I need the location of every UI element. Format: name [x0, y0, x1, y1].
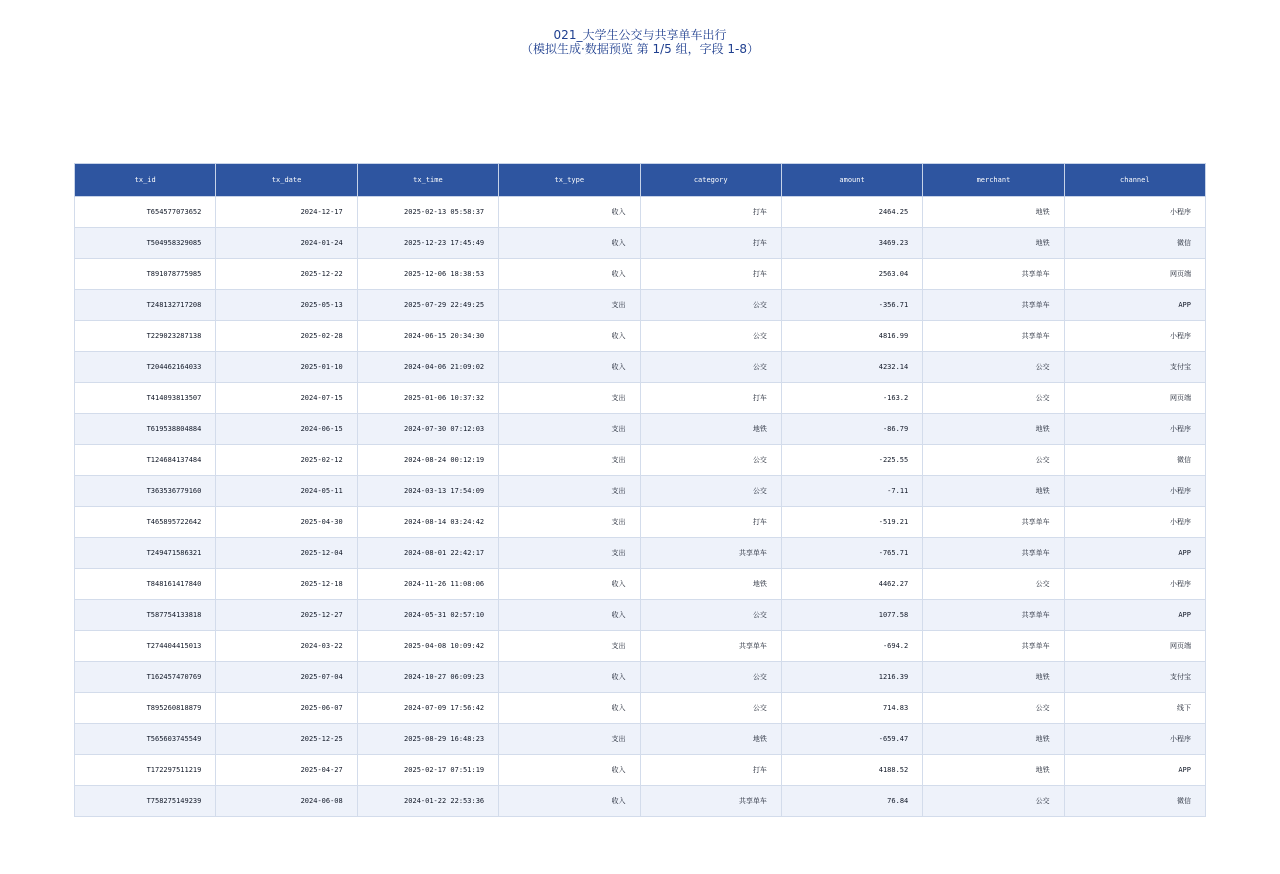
column-header-tx-date: tx_date	[216, 164, 357, 197]
cell-tx-date: 2025-02-28	[216, 321, 357, 352]
cell-merchant: 地铁	[923, 197, 1064, 228]
cell-amount: 1077.58	[781, 600, 922, 631]
table-row	[75, 786, 1206, 817]
data-preview-table	[74, 163, 1206, 817]
cell-tx-time: 2024-10-27 06:09:23	[357, 662, 498, 693]
cell-tx-id: T204462164033	[75, 352, 216, 383]
cell-tx-time: 2024-03-13 17:54:09	[357, 476, 498, 507]
cell-tx-date: 2025-06-07	[216, 693, 357, 724]
column-header-tx-type: tx_type	[499, 164, 640, 197]
cell-tx-id: T654577073652	[75, 197, 216, 228]
cell-tx-date: 2024-06-08	[216, 786, 357, 817]
cell-merchant: 共享单车	[923, 259, 1064, 290]
cell-tx-type: 收入	[499, 786, 640, 817]
cell-category: 公交	[640, 476, 781, 507]
cell-channel: 小程序	[1064, 414, 1205, 445]
header-row	[75, 164, 1206, 197]
cell-amount: -356.71	[781, 290, 922, 321]
cell-tx-date: 2025-12-18	[216, 569, 357, 600]
cell-amount: -659.47	[781, 724, 922, 755]
cell-tx-time: 2024-08-01 22:42:17	[357, 538, 498, 569]
cell-tx-time: 2025-02-17 07:51:19	[357, 755, 498, 786]
cell-tx-id: T229023287138	[75, 321, 216, 352]
cell-tx-date: 2025-02-12	[216, 445, 357, 476]
cell-tx-time: 2025-12-06 18:38:53	[357, 259, 498, 290]
cell-tx-time: 2024-06-15 20:34:30	[357, 321, 498, 352]
cell-merchant: 共享单车	[923, 538, 1064, 569]
cell-category: 公交	[640, 600, 781, 631]
cell-tx-time: 2025-04-08 10:09:42	[357, 631, 498, 662]
table-row	[75, 383, 1206, 414]
cell-tx-time: 2024-07-30 07:12:03	[357, 414, 498, 445]
cell-merchant: 公交	[923, 383, 1064, 414]
cell-category: 共享单车	[640, 786, 781, 817]
table-row	[75, 631, 1206, 662]
cell-tx-date: 2025-12-27	[216, 600, 357, 631]
cell-merchant: 地铁	[923, 228, 1064, 259]
cell-category: 公交	[640, 321, 781, 352]
cell-category: 地铁	[640, 724, 781, 755]
cell-tx-date: 2024-12-17	[216, 197, 357, 228]
table-row	[75, 693, 1206, 724]
cell-channel: APP	[1064, 755, 1205, 786]
cell-tx-time: 2025-07-29 22:49:25	[357, 290, 498, 321]
cell-tx-type: 支出	[499, 631, 640, 662]
cell-category: 共享单车	[640, 538, 781, 569]
cell-tx-type: 收入	[499, 321, 640, 352]
cell-amount: 3469.23	[781, 228, 922, 259]
table-header	[75, 164, 1206, 197]
cell-merchant: 公交	[923, 445, 1064, 476]
cell-tx-time: 2024-08-14 03:24:42	[357, 507, 498, 538]
table-row	[75, 755, 1206, 786]
cell-tx-id: T587754133818	[75, 600, 216, 631]
table-row	[75, 476, 1206, 507]
cell-amount: -225.55	[781, 445, 922, 476]
cell-tx-date: 2024-03-22	[216, 631, 357, 662]
cell-tx-type: 支出	[499, 724, 640, 755]
cell-category: 打车	[640, 383, 781, 414]
cell-tx-type: 支出	[499, 414, 640, 445]
cell-amount: -519.21	[781, 507, 922, 538]
cell-channel: 线下	[1064, 693, 1205, 724]
cell-category: 公交	[640, 693, 781, 724]
cell-tx-type: 支出	[499, 476, 640, 507]
cell-tx-date: 2024-06-15	[216, 414, 357, 445]
cell-tx-type: 收入	[499, 228, 640, 259]
cell-channel: 网页端	[1064, 259, 1205, 290]
table-row	[75, 569, 1206, 600]
cell-category: 打车	[640, 228, 781, 259]
cell-tx-date: 2025-04-27	[216, 755, 357, 786]
cell-channel: 微信	[1064, 786, 1205, 817]
cell-merchant: 共享单车	[923, 600, 1064, 631]
cell-merchant: 共享单车	[923, 507, 1064, 538]
cell-category: 打车	[640, 259, 781, 290]
cell-tx-date: 2025-12-04	[216, 538, 357, 569]
cell-channel: 小程序	[1064, 724, 1205, 755]
table-row	[75, 724, 1206, 755]
cell-amount: -86.79	[781, 414, 922, 445]
cell-merchant: 地铁	[923, 662, 1064, 693]
cell-tx-id: T758275149239	[75, 786, 216, 817]
cell-tx-type: 支出	[499, 507, 640, 538]
cell-tx-type: 支出	[499, 538, 640, 569]
cell-merchant: 共享单车	[923, 631, 1064, 662]
cell-amount: 1216.39	[781, 662, 922, 693]
cell-amount: 4462.27	[781, 569, 922, 600]
table-row	[75, 507, 1206, 538]
cell-channel: 小程序	[1064, 197, 1205, 228]
cell-channel: 网页端	[1064, 631, 1205, 662]
table-row	[75, 662, 1206, 693]
table-row	[75, 538, 1206, 569]
cell-tx-id: T619538804884	[75, 414, 216, 445]
cell-tx-date: 2025-07-04	[216, 662, 357, 693]
report-title: 021_大学生公交与共享单车出行	[553, 28, 727, 42]
cell-channel: 小程序	[1064, 321, 1205, 352]
cell-channel: 微信	[1064, 445, 1205, 476]
cell-amount: -163.2	[781, 383, 922, 414]
cell-category: 地铁	[640, 414, 781, 445]
cell-amount: 4816.99	[781, 321, 922, 352]
table-row	[75, 197, 1206, 228]
cell-channel: APP	[1064, 600, 1205, 631]
cell-amount: -765.71	[781, 538, 922, 569]
cell-tx-time: 2025-12-23 17:45:49	[357, 228, 498, 259]
column-header-category: category	[640, 164, 781, 197]
cell-category: 打车	[640, 755, 781, 786]
cell-tx-time: 2024-08-24 00:12:19	[357, 445, 498, 476]
cell-tx-time: 2024-11-26 11:08:06	[357, 569, 498, 600]
column-header-tx-time: tx_time	[357, 164, 498, 197]
cell-merchant: 地铁	[923, 476, 1064, 507]
cell-tx-id: T848161417840	[75, 569, 216, 600]
cell-tx-id: T504958329085	[75, 228, 216, 259]
cell-tx-type: 收入	[499, 600, 640, 631]
cell-tx-date: 2025-04-30	[216, 507, 357, 538]
table-row	[75, 290, 1206, 321]
cell-tx-id: T124684137484	[75, 445, 216, 476]
column-header-amount: amount	[781, 164, 922, 197]
cell-tx-id: T895260818879	[75, 693, 216, 724]
cell-tx-type: 支出	[499, 383, 640, 414]
cell-merchant: 共享单车	[923, 290, 1064, 321]
cell-channel: 网页端	[1064, 383, 1205, 414]
cell-tx-date: 2025-12-22	[216, 259, 357, 290]
cell-tx-type: 收入	[499, 259, 640, 290]
cell-merchant: 公交	[923, 693, 1064, 724]
cell-category: 地铁	[640, 569, 781, 600]
cell-tx-type: 收入	[499, 693, 640, 724]
cell-channel: 支付宝	[1064, 662, 1205, 693]
cell-category: 共享单车	[640, 631, 781, 662]
cell-merchant: 地铁	[923, 724, 1064, 755]
cell-tx-time: 2024-01-22 22:53:36	[357, 786, 498, 817]
cell-tx-time: 2024-04-06 21:09:02	[357, 352, 498, 383]
cell-tx-time: 2025-02-13 05:58:37	[357, 197, 498, 228]
column-header-channel: channel	[1064, 164, 1205, 197]
cell-amount: 4232.14	[781, 352, 922, 383]
cell-amount: -694.2	[781, 631, 922, 662]
cell-channel: 微信	[1064, 228, 1205, 259]
cell-tx-id: T465895722642	[75, 507, 216, 538]
cell-merchant: 公交	[923, 352, 1064, 383]
report-header	[0, 28, 1280, 56]
table-row	[75, 259, 1206, 290]
cell-channel: APP	[1064, 290, 1205, 321]
cell-channel: 小程序	[1064, 476, 1205, 507]
cell-tx-time: 2025-08-29 16:48:23	[357, 724, 498, 755]
table-row	[75, 228, 1206, 259]
cell-category: 公交	[640, 290, 781, 321]
cell-merchant: 地铁	[923, 755, 1064, 786]
cell-amount: 76.84	[781, 786, 922, 817]
cell-amount: 714.83	[781, 693, 922, 724]
cell-tx-id: T891078775985	[75, 259, 216, 290]
table-row	[75, 414, 1206, 445]
cell-merchant: 共享单车	[923, 321, 1064, 352]
cell-tx-time: 2024-05-31 02:57:10	[357, 600, 498, 631]
cell-amount: 2464.25	[781, 197, 922, 228]
cell-tx-id: T249471586321	[75, 538, 216, 569]
cell-tx-id: T565603745549	[75, 724, 216, 755]
cell-tx-id: T248132717208	[75, 290, 216, 321]
cell-tx-id: T162457470769	[75, 662, 216, 693]
cell-tx-date: 2024-05-11	[216, 476, 357, 507]
table-row	[75, 352, 1206, 383]
cell-category: 公交	[640, 445, 781, 476]
table-body	[75, 197, 1206, 817]
report-subtitle: （模拟生成·数据预览 第 1/5 组，字段 1-8）	[521, 42, 759, 56]
cell-tx-type: 支出	[499, 445, 640, 476]
cell-tx-date: 2024-07-15	[216, 383, 357, 414]
cell-tx-id: T172297511219	[75, 755, 216, 786]
cell-channel: 支付宝	[1064, 352, 1205, 383]
cell-category: 公交	[640, 352, 781, 383]
cell-channel: 小程序	[1064, 507, 1205, 538]
table-row	[75, 321, 1206, 352]
cell-tx-type: 收入	[499, 755, 640, 786]
cell-tx-date: 2025-05-13	[216, 290, 357, 321]
cell-channel: 小程序	[1064, 569, 1205, 600]
cell-amount: -7.11	[781, 476, 922, 507]
cell-tx-type: 收入	[499, 662, 640, 693]
cell-tx-date: 2025-01-10	[216, 352, 357, 383]
cell-tx-id: T363536779160	[75, 476, 216, 507]
table-row	[75, 445, 1206, 476]
cell-amount: 4188.52	[781, 755, 922, 786]
cell-tx-type: 支出	[499, 290, 640, 321]
cell-category: 打车	[640, 197, 781, 228]
column-header-tx-id: tx_id	[75, 164, 216, 197]
cell-category: 打车	[640, 507, 781, 538]
cell-tx-id: T414093813507	[75, 383, 216, 414]
table-row	[75, 600, 1206, 631]
cell-category: 公交	[640, 662, 781, 693]
cell-tx-type: 收入	[499, 569, 640, 600]
cell-amount: 2563.04	[781, 259, 922, 290]
cell-tx-date: 2025-12-25	[216, 724, 357, 755]
cell-tx-id: T274404415013	[75, 631, 216, 662]
cell-merchant: 公交	[923, 786, 1064, 817]
cell-tx-date: 2024-01-24	[216, 228, 357, 259]
column-header-merchant: merchant	[923, 164, 1064, 197]
cell-tx-type: 收入	[499, 352, 640, 383]
cell-tx-time: 2025-01-06 10:37:32	[357, 383, 498, 414]
cell-merchant: 地铁	[923, 414, 1064, 445]
cell-tx-time: 2024-07-09 17:56:42	[357, 693, 498, 724]
cell-tx-type: 收入	[499, 197, 640, 228]
cell-merchant: 公交	[923, 569, 1064, 600]
cell-channel: APP	[1064, 538, 1205, 569]
